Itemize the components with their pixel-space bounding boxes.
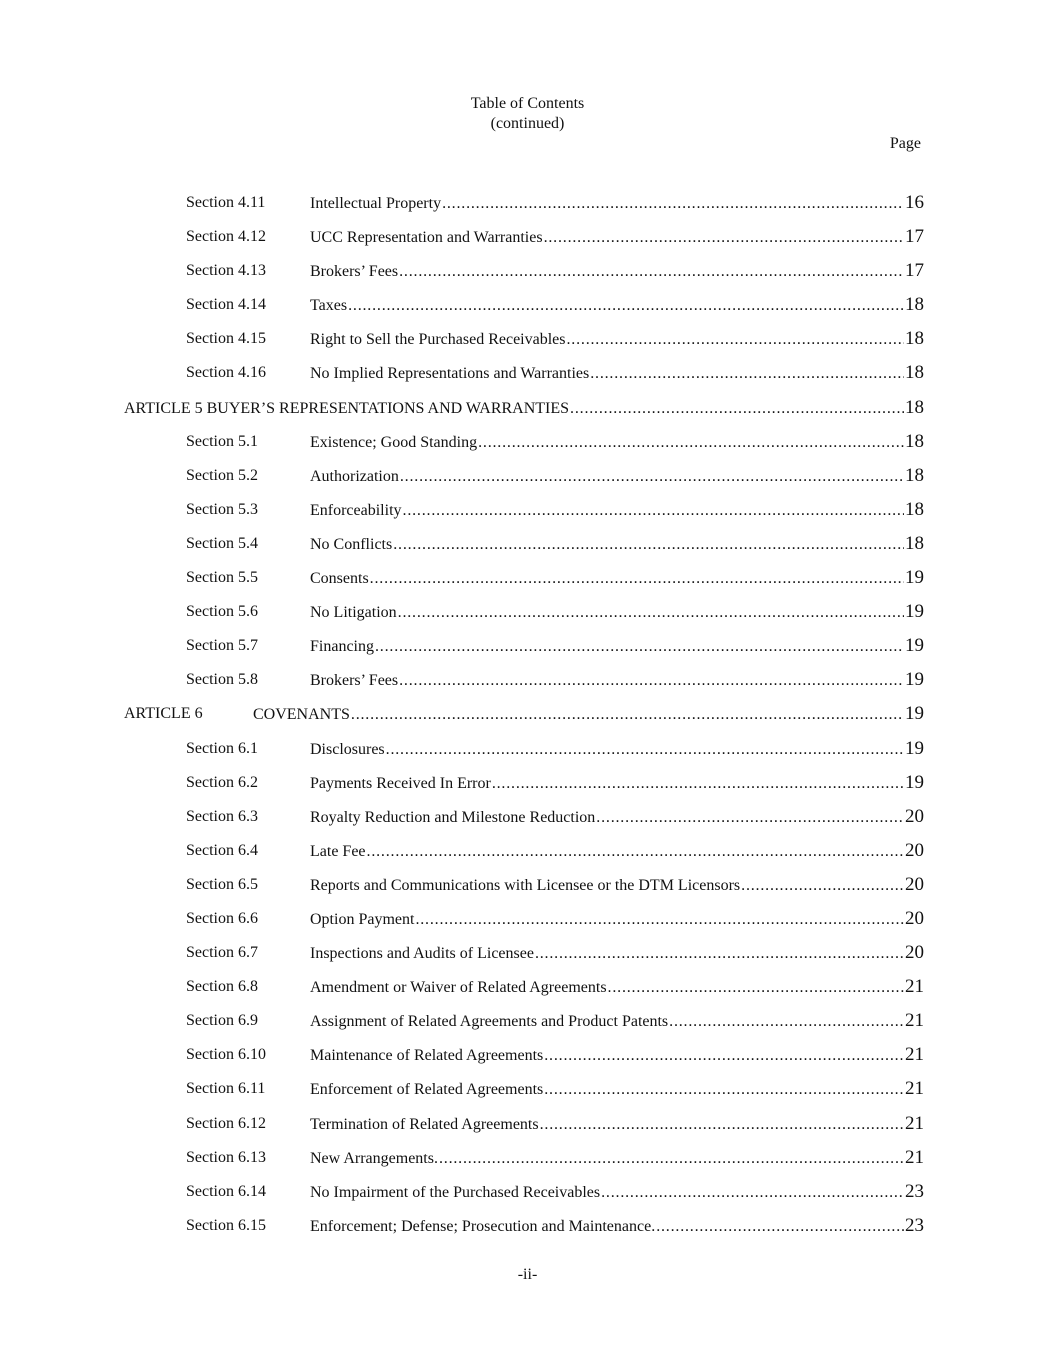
toc-entry-title: Intellectual Property: [310, 195, 442, 212]
toc-entry-number: Section 6.2: [186, 773, 258, 791]
toc-entry-title: ARTICLE 5 BUYER’S REPRESENTATIONS AND WARRANTIES: [124, 399, 570, 417]
toc-entry-number: Section 6.1: [186, 739, 258, 757]
dot-leader: [608, 978, 904, 998]
toc-article-row[interactable]: [0, 394, 1055, 428]
toc-subtitle: (continued): [490, 115, 565, 132]
dot-leader: [544, 1080, 904, 1100]
toc-entry-page: 20: [905, 805, 924, 827]
dot-leader: [415, 910, 904, 930]
toc-entry-title: Enforcement; Defense; Prosecution and Maintenance.: [310, 1217, 656, 1235]
dot-leader: [535, 944, 904, 964]
dot-leader: [601, 1183, 904, 1203]
toc-entry: [310, 909, 924, 930]
toc-entry: [310, 773, 924, 794]
dot-leader: [544, 1046, 904, 1066]
toc-entry-title: Assignment of Related Agreements and Product Patents: [310, 1013, 669, 1031]
toc-entry: [310, 568, 924, 589]
toc-entry: [310, 363, 924, 384]
toc-entry: [310, 1011, 924, 1032]
dot-leader: [590, 364, 904, 384]
dot-leader: [596, 808, 904, 828]
toc-entry-page: 18: [905, 532, 924, 554]
toc-entry-number: Section 6.8: [186, 978, 258, 996]
toc-entry-page: 21: [905, 1146, 924, 1168]
dot-leader: [348, 296, 904, 316]
toc-entry: [310, 739, 924, 760]
toc-entry-title: Option Payment: [310, 910, 415, 928]
toc-entry-page: 18: [905, 498, 924, 520]
toc-title: Table of Contents: [470, 95, 585, 112]
toc-entry-title: Late Fee: [310, 842, 366, 860]
toc-entry-title: Enforcement of Related Agreements: [310, 1081, 544, 1099]
toc-entry-page: 19: [905, 771, 924, 793]
dot-leader: [544, 228, 904, 248]
dot-leader: [398, 603, 904, 623]
dot-leader: [540, 1115, 904, 1135]
toc-entry-number: Section 6.9: [186, 1012, 258, 1030]
toc-entry: [310, 1182, 924, 1203]
dot-leader: [375, 637, 904, 657]
dot-leader: [741, 876, 904, 896]
dot-leader: [367, 842, 904, 862]
toc-section-row[interactable]: [0, 769, 1055, 803]
toc-section-row[interactable]: [0, 325, 1055, 359]
toc-entry-page: 18: [905, 464, 924, 486]
toc-entry-number: Section 6.12: [186, 1114, 266, 1132]
toc-entry: [124, 398, 924, 419]
toc-section-row[interactable]: [0, 632, 1055, 666]
toc-entry-page: 19: [905, 635, 924, 657]
toc-entry-title: Taxes: [310, 297, 348, 315]
toc-entry-page: 20: [905, 942, 924, 964]
dot-leader: [400, 467, 904, 487]
toc-section-row[interactable]: [0, 803, 1055, 837]
page-column-label: Page: [889, 135, 921, 152]
toc-section-row[interactable]: [0, 189, 1055, 223]
toc-entry-number: Section 6.5: [186, 875, 258, 893]
toc-entry-page: 18: [905, 328, 924, 350]
toc-entry-page: 19: [905, 737, 924, 759]
dot-leader: [492, 774, 904, 794]
toc-entry-title: Royalty Reduction and Milestone Reduction: [310, 808, 596, 826]
toc-entry: [253, 704, 924, 725]
toc-section-row[interactable]: [0, 428, 1055, 462]
toc-entry: [310, 1216, 924, 1237]
toc-entry-page: 20: [905, 873, 924, 895]
toc-entry-page: 18: [905, 362, 924, 384]
toc-entry-number: Section 6.15: [186, 1216, 266, 1234]
toc-entry-number: Section 5.4: [186, 534, 258, 552]
toc-entry-page: 19: [905, 669, 924, 691]
toc-section-row[interactable]: [0, 1144, 1055, 1178]
toc-section-row[interactable]: [0, 735, 1055, 769]
toc-entry-number: Section 5.6: [186, 603, 258, 621]
toc-entry-page: 17: [905, 260, 924, 282]
toc-section-row[interactable]: [0, 939, 1055, 973]
toc-entry-number: Section 6.14: [186, 1182, 266, 1200]
toc-section-row[interactable]: [0, 462, 1055, 496]
toc-entry-title: Inspections and Audits of Licensee: [310, 945, 534, 963]
toc-section-row[interactable]: [0, 1007, 1055, 1041]
toc-section-row[interactable]: [0, 1041, 1055, 1075]
toc-entry-title: Existence; Good Standing: [310, 433, 478, 451]
toc-entry-number: Section 6.4: [186, 841, 258, 859]
toc-entry: [310, 466, 924, 487]
toc-entry-number: Section 4.11: [186, 194, 266, 211]
toc-entry-page: 23: [905, 1214, 924, 1236]
toc-entry-title: Amendment or Waiver of Related Agreements: [310, 979, 607, 997]
toc-entry: [310, 1148, 924, 1169]
toc-entry-number: Section 6.7: [186, 944, 258, 962]
toc-entry: [310, 670, 924, 691]
toc-entry-number: ARTICLE 6: [124, 705, 203, 723]
dot-leader: [570, 399, 904, 419]
dot-leader: [399, 671, 904, 691]
toc-entry-page: 18: [905, 294, 924, 316]
toc-section-row[interactable]: [0, 1075, 1055, 1109]
toc-section-row[interactable]: [0, 359, 1055, 393]
toc-entry-number: Section 5.5: [186, 569, 258, 587]
toc-entry: [310, 1114, 924, 1135]
dot-leader: [478, 433, 904, 453]
toc-entry-page: 16: [905, 192, 924, 213]
dot-leader: [439, 1149, 904, 1169]
dot-leader: [399, 262, 904, 282]
toc-entry-page: 23: [905, 1180, 924, 1202]
toc-section-row[interactable]: [0, 837, 1055, 871]
toc-entry-title: Brokers’ Fees: [310, 263, 399, 281]
toc-entry-number: Section 6.3: [186, 807, 258, 825]
toc-section-row[interactable]: [0, 871, 1055, 905]
dot-leader: [567, 330, 905, 350]
toc-section-row[interactable]: [0, 257, 1055, 291]
toc-entry-number: Section 5.8: [186, 671, 258, 689]
toc-entry-page: 17: [905, 226, 924, 248]
toc-entry-number: Section 5.3: [186, 500, 258, 518]
toc-section-row[interactable]: [0, 291, 1055, 325]
toc-entry-number: Section 6.10: [186, 1046, 266, 1064]
toc-entry-page: 18: [905, 396, 924, 418]
toc-entry: [310, 193, 924, 214]
toc-entry: [310, 329, 924, 350]
toc-entry-page: 21: [905, 1112, 924, 1134]
toc-entry: [310, 977, 924, 998]
page-number: -ii-: [517, 1266, 538, 1283]
toc-entry-page: 18: [905, 430, 924, 452]
toc-section-row[interactable]: [0, 496, 1055, 530]
toc-section-row[interactable]: [0, 223, 1055, 257]
toc-entry-title: Reports and Communications with Licensee or the DTM Licensors: [310, 876, 741, 894]
toc-section-row[interactable]: [0, 1212, 1055, 1246]
toc-entry-title: No Implied Representations and Warranties: [310, 365, 590, 383]
toc-entry-title: No Impairment of the Purchased Receivables: [310, 1183, 601, 1201]
toc-entry-title: No Conflicts: [310, 535, 393, 553]
toc-entry-page: 21: [905, 1078, 924, 1100]
toc-entry-number: Section 6.6: [186, 909, 258, 927]
toc-entry: [310, 261, 924, 282]
toc-entry-number: Section 6.13: [186, 1148, 266, 1166]
toc-entry-page: 19: [905, 601, 924, 623]
toc-entry-page: 20: [905, 839, 924, 861]
toc-entry: [310, 602, 924, 623]
toc-section-row[interactable]: [0, 666, 1055, 700]
dot-leader: [403, 501, 904, 521]
dot-leader: [386, 740, 904, 760]
toc-entry-title: Right to Sell the Purchased Receivables: [310, 331, 566, 349]
toc-section-row[interactable]: [0, 1178, 1055, 1212]
toc-entry-title: Enforceability: [310, 501, 402, 519]
toc-section-row[interactable]: [0, 905, 1055, 939]
toc-section-row[interactable]: [0, 530, 1055, 564]
toc-entry-title: Authorization: [310, 467, 399, 485]
toc-entry: [310, 875, 924, 896]
dot-leader: [393, 535, 904, 555]
toc-entry: [310, 227, 924, 248]
toc-entry: [310, 841, 924, 862]
toc-entry-title: Financing: [310, 638, 374, 656]
toc-entry-title: No Litigation: [310, 604, 397, 622]
toc-entry: [310, 636, 924, 657]
toc-entry-title: Maintenance of Related Agreements: [310, 1047, 544, 1065]
toc-entry-number: Section 6.11: [186, 1080, 266, 1098]
toc-entry: [310, 943, 924, 964]
toc-section-row[interactable]: [0, 1110, 1055, 1144]
toc-entry-title: Consents: [310, 570, 369, 588]
toc-entry-title: Termination of Related Agreements: [310, 1115, 539, 1133]
toc-entry-number: Section 5.1: [186, 432, 258, 450]
toc-entry: [310, 432, 924, 453]
toc-entry-title: Brokers’ Fees: [310, 672, 399, 690]
dot-leader: [442, 194, 904, 214]
toc-entry: [310, 534, 924, 555]
toc-entry-page: 19: [905, 703, 924, 725]
dot-leader: [351, 705, 904, 725]
toc-list: [0, 189, 1055, 1246]
toc-entry-number: Section 4.12: [186, 228, 266, 246]
toc-entry-number: Section 4.16: [186, 364, 266, 382]
toc-entry-number: Section 5.2: [186, 466, 258, 484]
toc-entry-number: Section 4.14: [186, 296, 266, 314]
toc-article-row[interactable]: [0, 700, 1055, 734]
toc-section-row[interactable]: [0, 598, 1055, 632]
toc-entry: [310, 500, 924, 521]
toc-entry-page: 21: [905, 1010, 924, 1032]
toc-entry-title: UCC Representation and Warranties: [310, 229, 543, 247]
toc-entry-page: 21: [905, 976, 924, 998]
toc-entry: [310, 1079, 924, 1100]
toc-entry-page: 20: [905, 907, 924, 929]
toc-entry-title: Disclosures: [310, 740, 385, 758]
toc-entry-title: Payments Received In Error: [310, 774, 491, 792]
toc-entry-title: COVENANTS: [253, 706, 350, 724]
dot-leader: [656, 1217, 904, 1237]
toc-section-row[interactable]: [0, 564, 1055, 598]
toc-entry: [310, 807, 924, 828]
toc-entry-number: Section 5.7: [186, 637, 258, 655]
toc-entry-number: Section 4.15: [186, 330, 266, 348]
dot-leader: [669, 1012, 904, 1032]
toc-section-row[interactable]: [0, 973, 1055, 1007]
toc-entry-title: New Arrangements.: [310, 1149, 438, 1167]
dot-leader: [370, 569, 904, 589]
toc-entry-page: 21: [905, 1044, 924, 1066]
toc-entry-page: 19: [905, 567, 924, 589]
toc-entry: [310, 295, 924, 316]
toc-entry: [310, 1045, 924, 1066]
toc-entry-number: Section 4.13: [186, 262, 266, 280]
